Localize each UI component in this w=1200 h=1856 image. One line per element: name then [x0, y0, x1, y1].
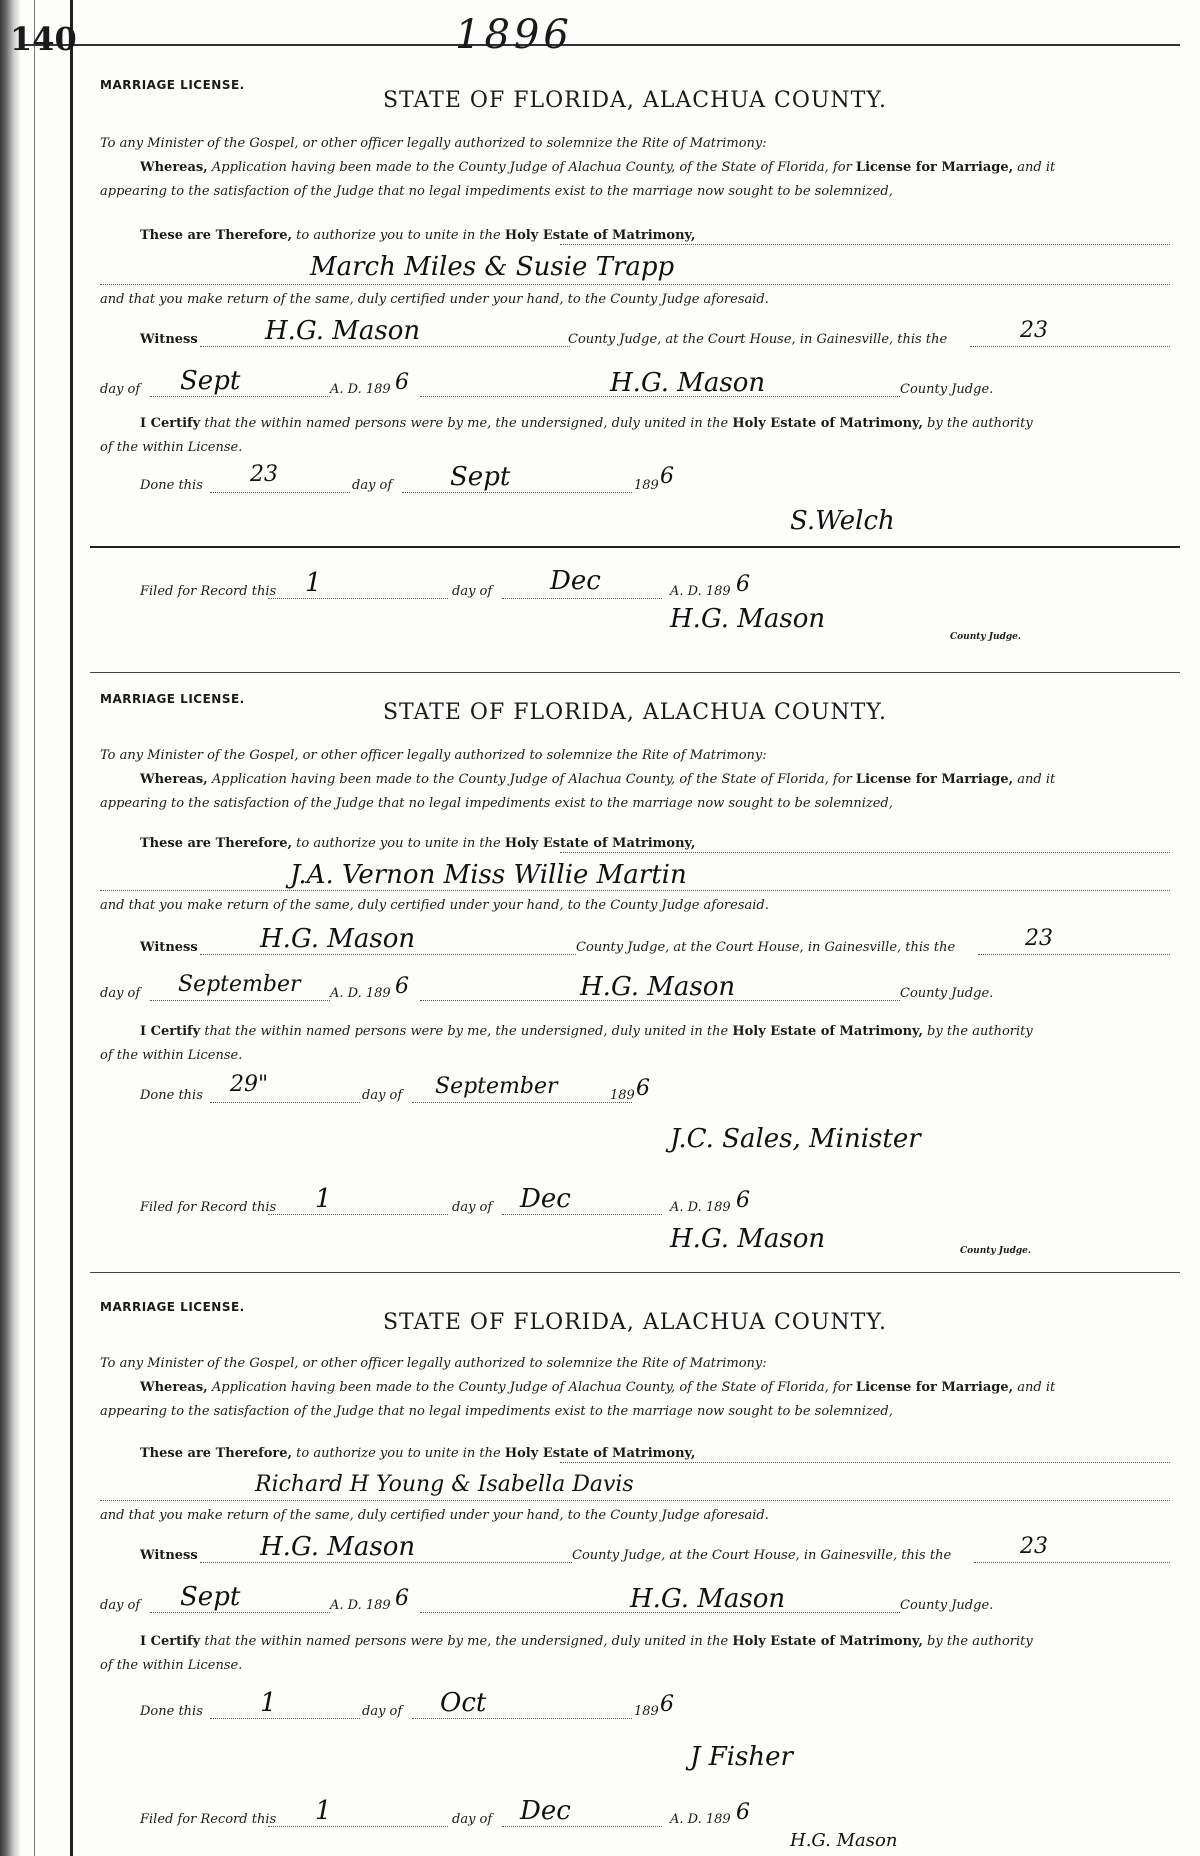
day-of-label: day of [100, 986, 141, 1001]
dotted-line [200, 1562, 572, 1563]
officiant-signature: J.C. Sales, Minister [670, 1124, 921, 1154]
county-judge-small: County Judge. [960, 1246, 1032, 1256]
witness-line: Witness [140, 1548, 198, 1563]
done-year-prefix: 189 [634, 1704, 659, 1719]
day-of-label: day of [362, 1088, 403, 1103]
whereas-line: Whereas, Application having been made to the County Judge of Alachua County, of the State of Florida, for License for Marriage, and it [140, 160, 1056, 175]
judge-signature: H.G. Mason [630, 1584, 786, 1614]
filed-month: Dec [550, 566, 601, 596]
certify-line: I Certify that the within named persons were by me, the undersigned, duly united in the Holy Estate of Matrimony, by the authority [140, 416, 1033, 431]
dotted-line [268, 1826, 448, 1827]
county-judge-label: County Judge. [900, 1598, 994, 1613]
appearing-line: appearing to the satisfaction of the Judge that no legal impediments exist to the marriage now sought to be solemnized, [100, 184, 893, 199]
year-digit: 6 [395, 974, 409, 999]
dotted-line [970, 346, 1170, 347]
certify-line: I Certify that the within named persons were by me, the undersigned, duly united in the Holy Estate of Matrimony, by the authority [140, 1024, 1033, 1039]
month: Sept [180, 1582, 241, 1612]
dotted-line [150, 1000, 330, 1001]
officiant-signature: S.Welch [790, 506, 895, 536]
done-year-digit: 6 [660, 464, 674, 489]
dotted-line [210, 1718, 360, 1719]
return-line: and that you make return of the same, duly certified under your hand, to the County Judge aforesaid. [100, 1508, 769, 1523]
day-of-label: day of [452, 1200, 493, 1215]
witness-signature: H.G. Mason [265, 316, 421, 346]
within-license-line: of the within License. [100, 1048, 243, 1063]
witness-signature: H.G. Mason [260, 924, 416, 954]
county-judge-label: County Judge. [900, 382, 994, 397]
dotted-line [100, 1500, 1170, 1501]
done-day: 23 [250, 462, 278, 487]
filed-month: Dec [520, 1184, 571, 1214]
dotted-line [560, 1462, 1170, 1463]
dotted-line [150, 396, 330, 397]
ad-label: A. D. 189 [670, 1200, 731, 1215]
year-digit: 6 [395, 370, 409, 395]
day-of-label: day of [100, 1598, 141, 1613]
return-line: and that you make return of the same, duly certified under your hand, to the County Judge aforesaid. [100, 898, 769, 913]
whereas-line: Whereas, Application having been made to the County Judge of Alachua County, of the State of Florida, for License for Marriage, and it [140, 772, 1056, 787]
license-entry-3 [90, 1282, 1180, 1856]
margin-rule [70, 0, 73, 1856]
done-year-prefix: 189 [634, 478, 659, 493]
filed-year-digit: 6 [736, 1800, 750, 1825]
within-license-line: of the within License. [100, 1658, 243, 1673]
filed-day: 1 [315, 1184, 332, 1214]
county-judge-at-line: County Judge, at the Court House, in Gainesville, this the [568, 332, 948, 347]
page-number: 140 [10, 20, 77, 58]
judge-signature: H.G. Mason [610, 368, 766, 398]
ad-label: A. D. 189 [330, 382, 391, 397]
witness-line: Witness [140, 332, 198, 347]
filed-signature: H.G. Mason [670, 1224, 826, 1254]
binding-margin [0, 0, 20, 1856]
couple-names: Richard H Young & Isabella Davis [255, 1472, 634, 1497]
state-title: STATE OF FLORIDA, ALACHUA COUNTY. [382, 1310, 888, 1335]
filed-label: Filed for Record this [140, 584, 277, 599]
margin-rule-thin [34, 0, 35, 1856]
month: September [178, 972, 301, 997]
these-are-line: These are Therefore, to authorize you to unite in the Holy Estate of Matrimony, [140, 836, 696, 851]
section-rule [90, 546, 1180, 548]
appearing-line: appearing to the satisfaction of the Judge that no legal impediments exist to the marriage now sought to be solemnized, [100, 796, 893, 811]
done-year-digit: 6 [660, 1692, 674, 1717]
year-digit: 6 [395, 1586, 409, 1611]
dotted-line [974, 1562, 1170, 1563]
county-judge-at-line: County Judge, at the Court House, in Gainesville, this the [572, 1548, 952, 1563]
done-month: September [435, 1074, 558, 1099]
county-judge-small: County Judge. [950, 632, 1022, 642]
dotted-line [412, 1718, 632, 1719]
done-day: 1 [260, 1688, 277, 1718]
couple-names: J.A. Vernon Miss Willie Martin [290, 860, 687, 890]
license-label: MARRIAGE LICENSE. [100, 692, 245, 706]
day-number: 23 [1020, 318, 1048, 343]
done-month: Oct [440, 1688, 487, 1718]
appearing-line: appearing to the satisfaction of the Judge that no legal impediments exist to the marriage now sought to be solemnized, [100, 1404, 893, 1419]
filed-day: 1 [315, 1796, 332, 1826]
filed-year-digit: 6 [736, 1188, 750, 1213]
license-label: MARRIAGE LICENSE. [100, 1300, 245, 1314]
day-number: 23 [1025, 926, 1053, 951]
license-label: MARRIAGE LICENSE. [100, 78, 245, 92]
day-of-label: day of [100, 382, 141, 397]
filed-label: Filed for Record this [140, 1812, 277, 1827]
whereas-line: Whereas, Application having been made to the County Judge of Alachua County, of the State of Florida, for License for Marriage, and it [140, 1380, 1056, 1395]
witness-signature: H.G. Mason [260, 1532, 416, 1562]
dotted-line [560, 244, 1170, 245]
year-handwritten: 1896 [455, 12, 573, 58]
dotted-line [502, 1214, 662, 1215]
dotted-line [200, 954, 576, 955]
dotted-line [560, 852, 1170, 853]
address-line: To any Minister of the Gospel, or other officer legally authorized to solemnize the Rite of Matrimony: [100, 748, 767, 763]
filed-year-digit: 6 [736, 572, 750, 597]
done-this-label: Done this [140, 478, 203, 493]
these-are-line: These are Therefore, to authorize you to unite in the Holy Estate of Matrimony, [140, 228, 696, 243]
day-of-label: day of [452, 1812, 493, 1827]
filed-signature: H.G. Mason [790, 1830, 898, 1851]
dotted-line [268, 598, 448, 599]
filed-signature: H.G. Mason [670, 604, 826, 634]
ad-label: A. D. 189 [330, 986, 391, 1001]
within-license-line: of the within License. [100, 440, 243, 455]
done-year-prefix: 189 [610, 1088, 635, 1103]
return-line: and that you make return of the same, duly certified under your hand, to the County Judge aforesaid. [100, 292, 769, 307]
day-of-label: day of [362, 1704, 403, 1719]
done-day: 29" [230, 1072, 269, 1097]
license-entry-1 [90, 60, 1180, 680]
done-month: Sept [450, 462, 511, 492]
done-year-digit: 6 [636, 1076, 650, 1101]
entry-divider [90, 1272, 1180, 1273]
ad-label: A. D. 189 [670, 1812, 731, 1827]
header-rule [20, 44, 1180, 46]
these-are-line: These are Therefore, to authorize you to unite in the Holy Estate of Matrimony, [140, 1446, 696, 1461]
entry-divider [90, 672, 1180, 673]
dotted-line [100, 890, 1170, 891]
ad-label: A. D. 189 [670, 584, 731, 599]
filed-month: Dec [520, 1796, 571, 1826]
state-title: STATE OF FLORIDA, ALACHUA COUNTY. [382, 700, 888, 725]
dotted-line [200, 346, 570, 347]
day-number: 23 [1020, 1534, 1048, 1559]
done-this-label: Done this [140, 1088, 203, 1103]
county-judge-label: County Judge. [900, 986, 994, 1001]
dotted-line [210, 492, 350, 493]
address-line: To any Minister of the Gospel, or other officer legally authorized to solemnize the Rite of Matrimony: [100, 136, 767, 151]
dotted-line [502, 1826, 662, 1827]
month: Sept [180, 366, 241, 396]
county-judge-at-line: County Judge, at the Court House, in Gainesville, this the [576, 940, 956, 955]
state-title: STATE OF FLORIDA, ALACHUA COUNTY. [382, 88, 888, 113]
dotted-line [150, 1612, 330, 1613]
dotted-line [502, 598, 662, 599]
filed-label: Filed for Record this [140, 1200, 277, 1215]
certify-line: I Certify that the within named persons were by me, the undersigned, duly united in the Holy Estate of Matrimony, by the authority [140, 1634, 1033, 1649]
day-of-label: day of [452, 584, 493, 599]
dotted-line [210, 1102, 360, 1103]
address-line: To any Minister of the Gospel, or other officer legally authorized to solemnize the Rite of Matrimony: [100, 1356, 767, 1371]
ad-label: A. D. 189 [330, 1598, 391, 1613]
dotted-line [412, 1102, 632, 1103]
done-this-label: Done this [140, 1704, 203, 1719]
couple-names: March Miles & Susie Trapp [310, 252, 675, 282]
license-entry-2 [90, 678, 1180, 1278]
day-of-label: day of [352, 478, 393, 493]
officiant-signature: J Fisher [690, 1742, 793, 1772]
dotted-line [402, 492, 632, 493]
dotted-line [100, 284, 1170, 285]
filed-day: 1 [305, 568, 322, 598]
judge-signature: H.G. Mason [580, 972, 736, 1002]
dotted-line [978, 954, 1170, 955]
dotted-line [268, 1214, 448, 1215]
witness-line: Witness [140, 940, 198, 955]
